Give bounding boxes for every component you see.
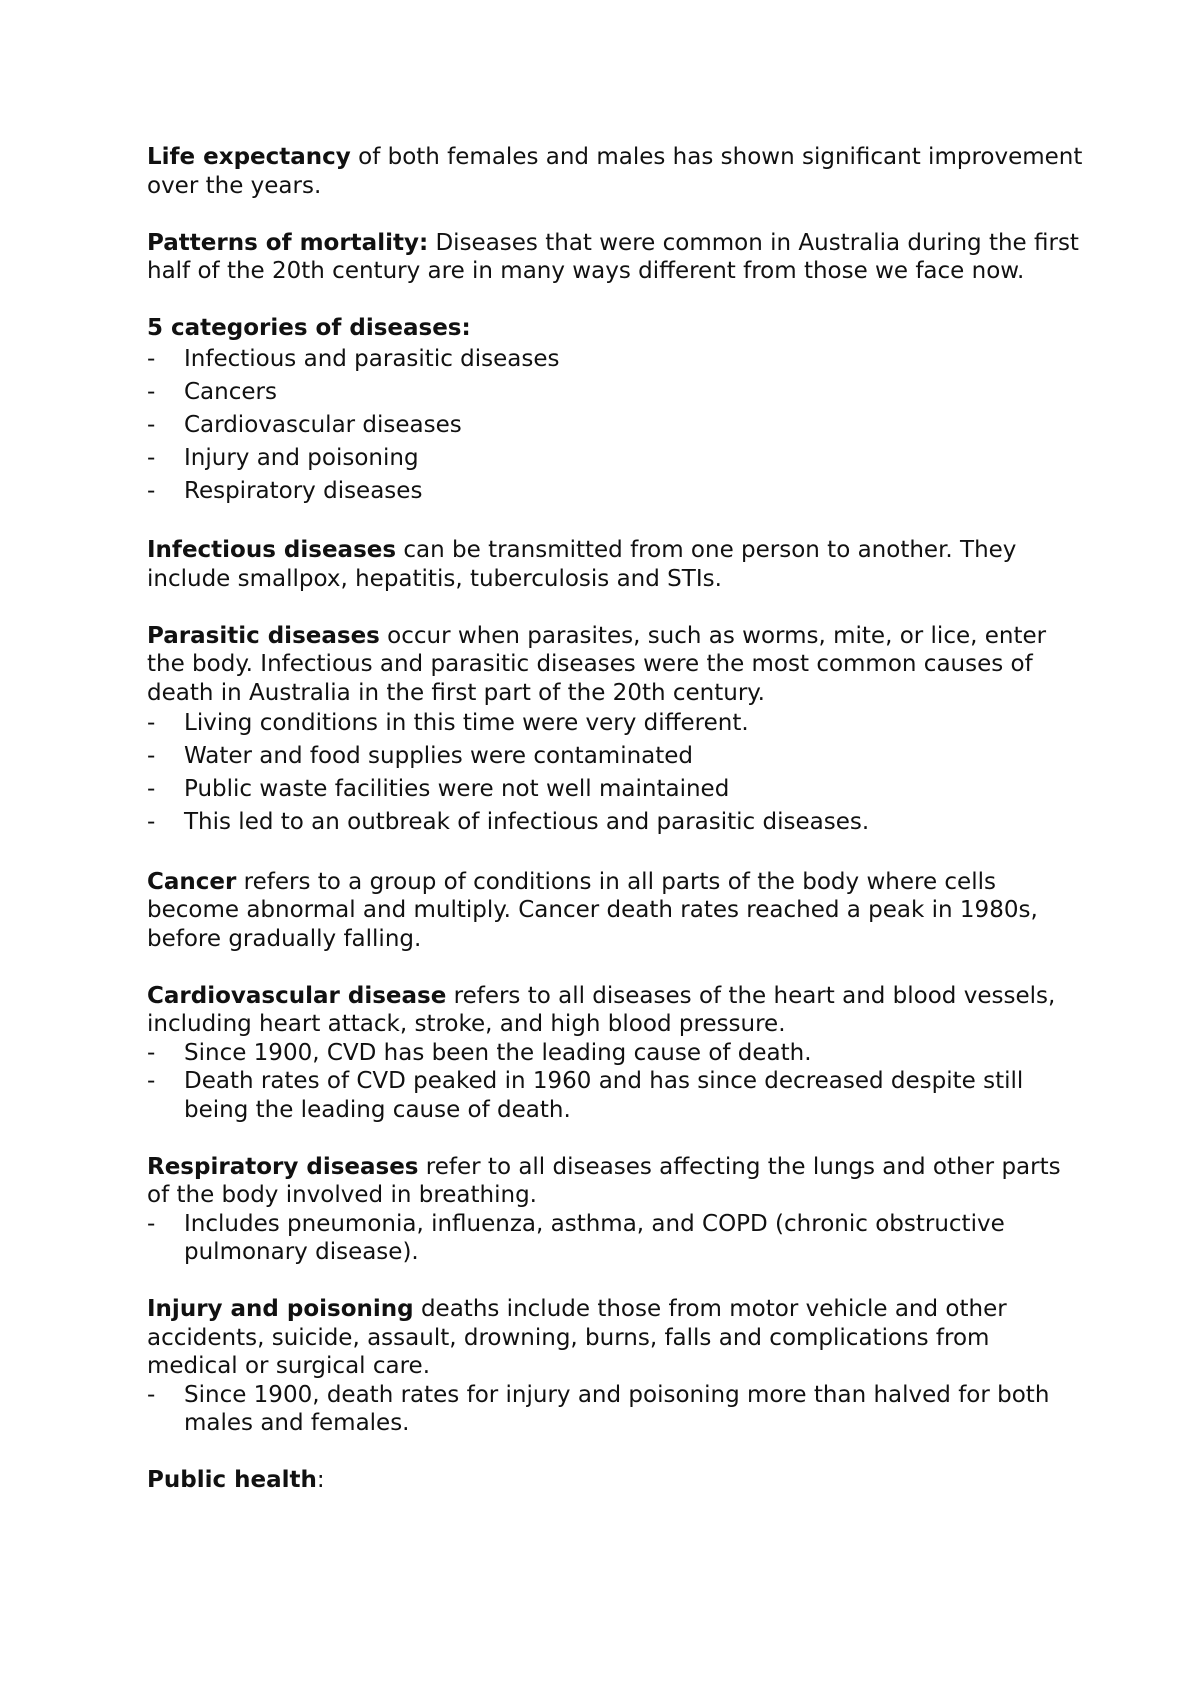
list-item: - Since 1900, death rates for injury and poisoning more than halved for both males and females.	[147, 1381, 1050, 1436]
life-expectancy-term: Life expectancy	[147, 144, 351, 170]
list-dash: -	[147, 1039, 156, 1066]
list-item: - Cancers	[147, 376, 1087, 409]
list-dash: -	[147, 378, 156, 405]
list-item: - Injury and poisoning	[147, 442, 1087, 475]
parasitic-list	[147, 707, 1087, 839]
list-item: - Respiratory diseases	[147, 475, 1087, 508]
list-dash: -	[147, 345, 156, 372]
list-dash: -	[147, 411, 156, 438]
life-expectancy-paragraph	[147, 143, 1087, 200]
list-item: - Includes pneumonia, influenza, asthma, and COPD (chronic obstructive pulmonary disease).	[147, 1210, 1005, 1265]
patterns-text: Diseases that were common in Australia during the first half of the 20th century are in many ways different from those we face now.	[147, 229, 1079, 284]
categories-heading: 5 categories of diseases:	[147, 315, 471, 341]
list-item: - Infectious and parasitic diseases	[147, 343, 1087, 376]
cancer-term: Cancer	[147, 868, 237, 895]
list-item: - Death rates of CVD peaked in 1960 and has since decreased despite still being the leading cause of death.	[147, 1068, 1024, 1123]
public-health-colon: :	[316, 1467, 325, 1493]
infectious-paragraph	[147, 536, 1087, 593]
list-dash: -	[147, 1068, 156, 1094]
life-expectancy-text: of both females and males has shown significant improvement over the years.	[147, 144, 1083, 199]
parasitic-text: occur when parasites, such as worms, mite, or lice, enter the body. Infectious and parasitic diseases were the most common causes of death in Australia in the first part of the 20th century.	[147, 622, 1047, 706]
injury-term: Injury and poisoning	[147, 1296, 414, 1322]
respiratory-term: Respiratory diseases	[147, 1153, 419, 1180]
list-dash: -	[147, 1381, 156, 1408]
cancer-paragraph	[147, 868, 1087, 954]
cardiovascular-term: Cardiovascular disease	[147, 982, 447, 1009]
list-dash: -	[147, 444, 156, 471]
document-page	[147, 143, 1087, 1495]
respiratory-list	[147, 1210, 1087, 1267]
injury-text: deaths include those from motor vehicle and other accidents, suicide, assault, drowning, burns, falls and complications from medical or surgical care.	[147, 1296, 1007, 1379]
list-dash: -	[147, 477, 156, 504]
respiratory-text: refer to all diseases affecting the lungs and other parts of the body involved in breathing.	[147, 1153, 1061, 1208]
public-health-term: Public health	[147, 1467, 317, 1493]
cardiovascular-text: refers to all diseases of the heart and blood vessels, including heart attack, stroke, and high blood pressure.	[147, 982, 1056, 1037]
injury-paragraph	[147, 1295, 1087, 1381]
parasitic-paragraph	[147, 622, 1087, 708]
public-health-heading	[147, 1466, 1087, 1495]
list-dash: -	[147, 710, 156, 736]
list-item: - Living conditions in this time were very different.	[147, 707, 1087, 740]
list-item: - This led to an outbreak of infectious and parasitic diseases.	[147, 806, 1087, 839]
patterns-paragraph	[147, 229, 1087, 286]
injury-list	[147, 1381, 1087, 1438]
list-dash: -	[147, 1210, 156, 1237]
cancer-text: refers to a group of conditions in all parts of the body where cells become abnormal and multiply. Cancer death rates reached a peak in 1980s, before gradually falling.	[147, 868, 1038, 952]
respiratory-paragraph	[147, 1153, 1087, 1210]
cardiovascular-list	[147, 1039, 1087, 1125]
infectious-text: can be transmitted from one person to another. They include smallpox, hepatitis, tuberculosis and STIs.	[147, 537, 1017, 592]
patterns-term: Patterns of mortality:	[147, 229, 429, 256]
list-dash: -	[147, 809, 156, 835]
parasitic-term: Parasitic diseases	[147, 622, 380, 649]
list-item: - Since 1900, CVD has been the leading cause of death.	[147, 1039, 812, 1066]
infectious-term: Infectious diseases	[147, 537, 397, 563]
cardiovascular-paragraph	[147, 982, 1087, 1039]
list-dash: -	[147, 743, 156, 769]
categories-list	[147, 343, 1087, 508]
list-item: - Public waste facilities were not well maintained	[147, 773, 1087, 806]
list-item: - Water and food supplies were contaminated	[147, 740, 1087, 773]
list-item: - Cardiovascular diseases	[147, 409, 1087, 442]
list-dash: -	[147, 776, 156, 802]
